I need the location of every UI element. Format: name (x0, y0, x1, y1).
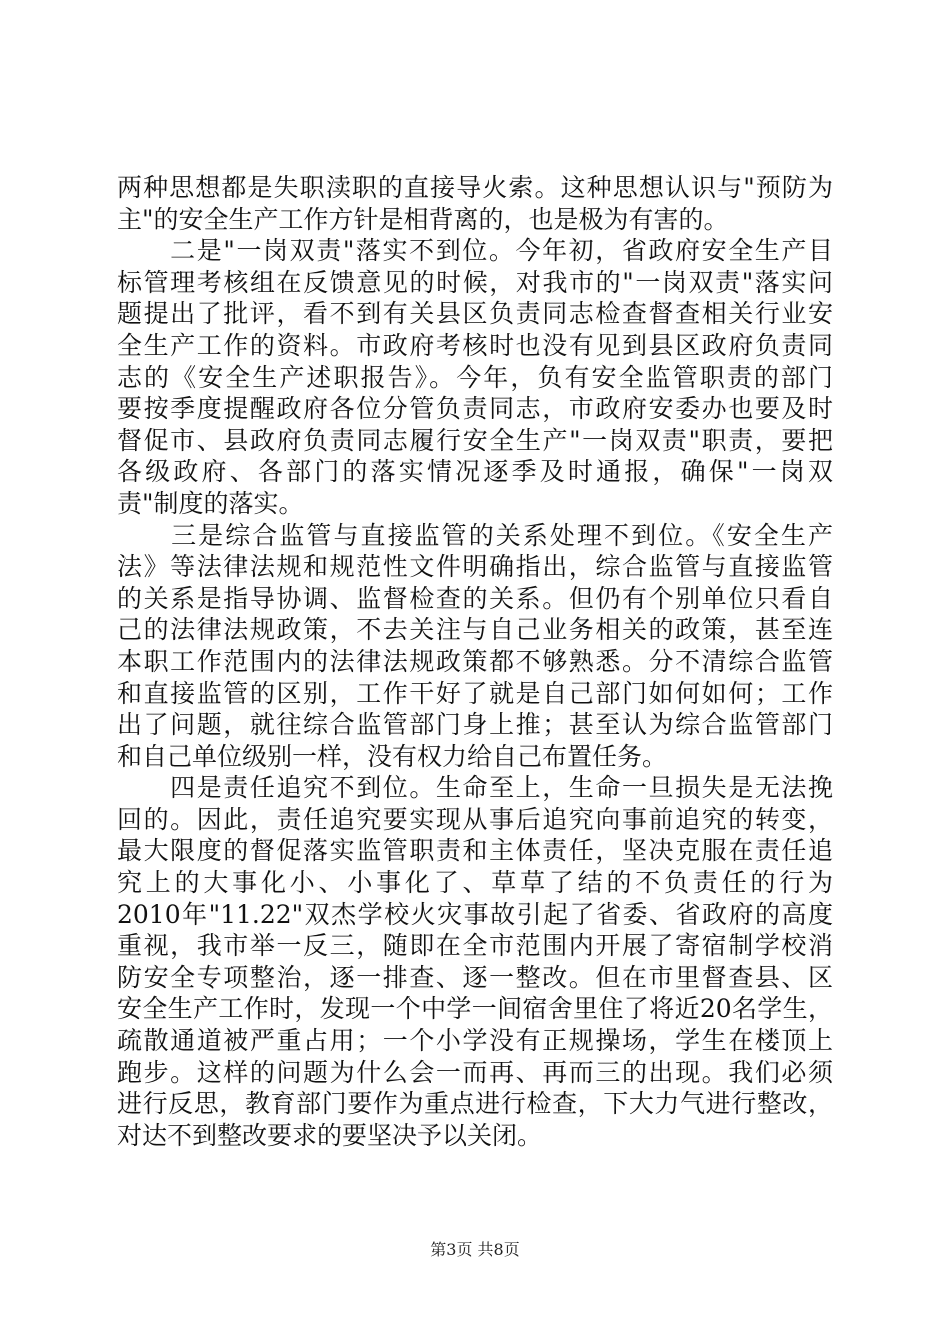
text-line: 对达不到整改要求的要坚决予以关闭。 (117, 1120, 543, 1150)
document-body (117, 172, 833, 1151)
text-line: 安全生产工作时，发现一个中学一间宿舍里住了将近20名学生， (117, 994, 833, 1024)
text-line: 督促市、县政府负责同志履行安全生产"一岗双责"职责，要把 (117, 425, 833, 455)
text-line: 四是责任追究不到位。生命至上，生命一旦损失是无法挽 (117, 773, 833, 803)
text-line: 责"制度的落实。 (117, 488, 304, 518)
text-line: 重视，我市举一反三，随即在全市范围内开展了寄宿制学校消 (117, 931, 833, 961)
text-line: 法》等法律法规和规范性文件明确指出，综合监管与直接监管 (117, 552, 833, 582)
text-line: 最大限度的督促落实监管职责和主体责任，坚决克服在责任追 (117, 836, 833, 866)
text-line: 究上的大事化小、小事化了、草草了结的不负责任的行为 (117, 868, 833, 898)
text-line: 2010年"11.22"双杰学校火灾事故引起了省委、省政府的高度 (117, 899, 833, 929)
text-line: 进行反思，教育部门要作为重点进行检查，下大力气进行整改， (117, 1089, 833, 1119)
text-line: 题提出了批评，看不到有关县区负责同志检查督查相关行业安 (117, 299, 833, 329)
text-line: 和自己单位级别一样，没有权力给自己布置任务。 (117, 741, 668, 771)
text-line: 己的法律法规政策，不去关注与自己业务相关的政策，甚至连 (117, 615, 833, 645)
text-line: 回的。因此，责任追究要实现从事后追究向事前追究的转变， (117, 804, 833, 834)
text-line: 标管理考核组在反馈意见的时候，对我市的"一岗双责"落实问 (117, 267, 833, 297)
text-line: 防安全专项整治，逐一排查、逐一整改。但在市里督查县、区 (117, 962, 833, 992)
text-line: 的关系是指导协调、监督检查的关系。但仍有个别单位只看自 (117, 583, 833, 613)
page-number-label: 第3页 共8页 (430, 1240, 520, 1259)
page-footer (0, 1240, 950, 1260)
text-line: 三是综合监管与直接监管的关系处理不到位。《安全生产 (117, 520, 833, 550)
text-line: 两种思想都是失职渎职的直接导火索。这种思想认识与"预防为 (117, 173, 833, 202)
text-line: 二是"一岗双责"落实不到位。今年初，省政府安全生产目 (117, 236, 833, 266)
text-line: 疏散通道被严重占用；一个小学没有正规操场，学生在楼顶上 (117, 1026, 833, 1056)
text-line: 全生产工作的资料。市政府考核时也没有见到县区政府负责同 (117, 330, 833, 360)
text-line: 要按季度提醒政府各位分管负责同志，市政府安委办也要及时 (117, 394, 833, 424)
text-line: 志的《安全生产述职报告》。今年，负有安全监管职责的部门 (117, 362, 833, 392)
text-line: 各级政府、各部门的落实情况逐季及时通报，确保"一岗双 (117, 457, 833, 487)
text-line: 主"的安全生产工作方针是相背离的，也是极为有害的。 (117, 204, 729, 234)
text-line: 跑步。这样的问题为什么会一而再、再而三的出现。我们必须 (117, 1057, 833, 1087)
text-line: 和直接监管的区别，工作干好了就是自己部门如何如何；工作 (117, 678, 833, 708)
text-line: 出了问题，就往综合监管部门身上推；甚至认为综合监管部门 (117, 710, 833, 740)
text-line: 本职工作范围内的法律法规政策都不够熟悉。分不清综合监管 (117, 646, 833, 676)
